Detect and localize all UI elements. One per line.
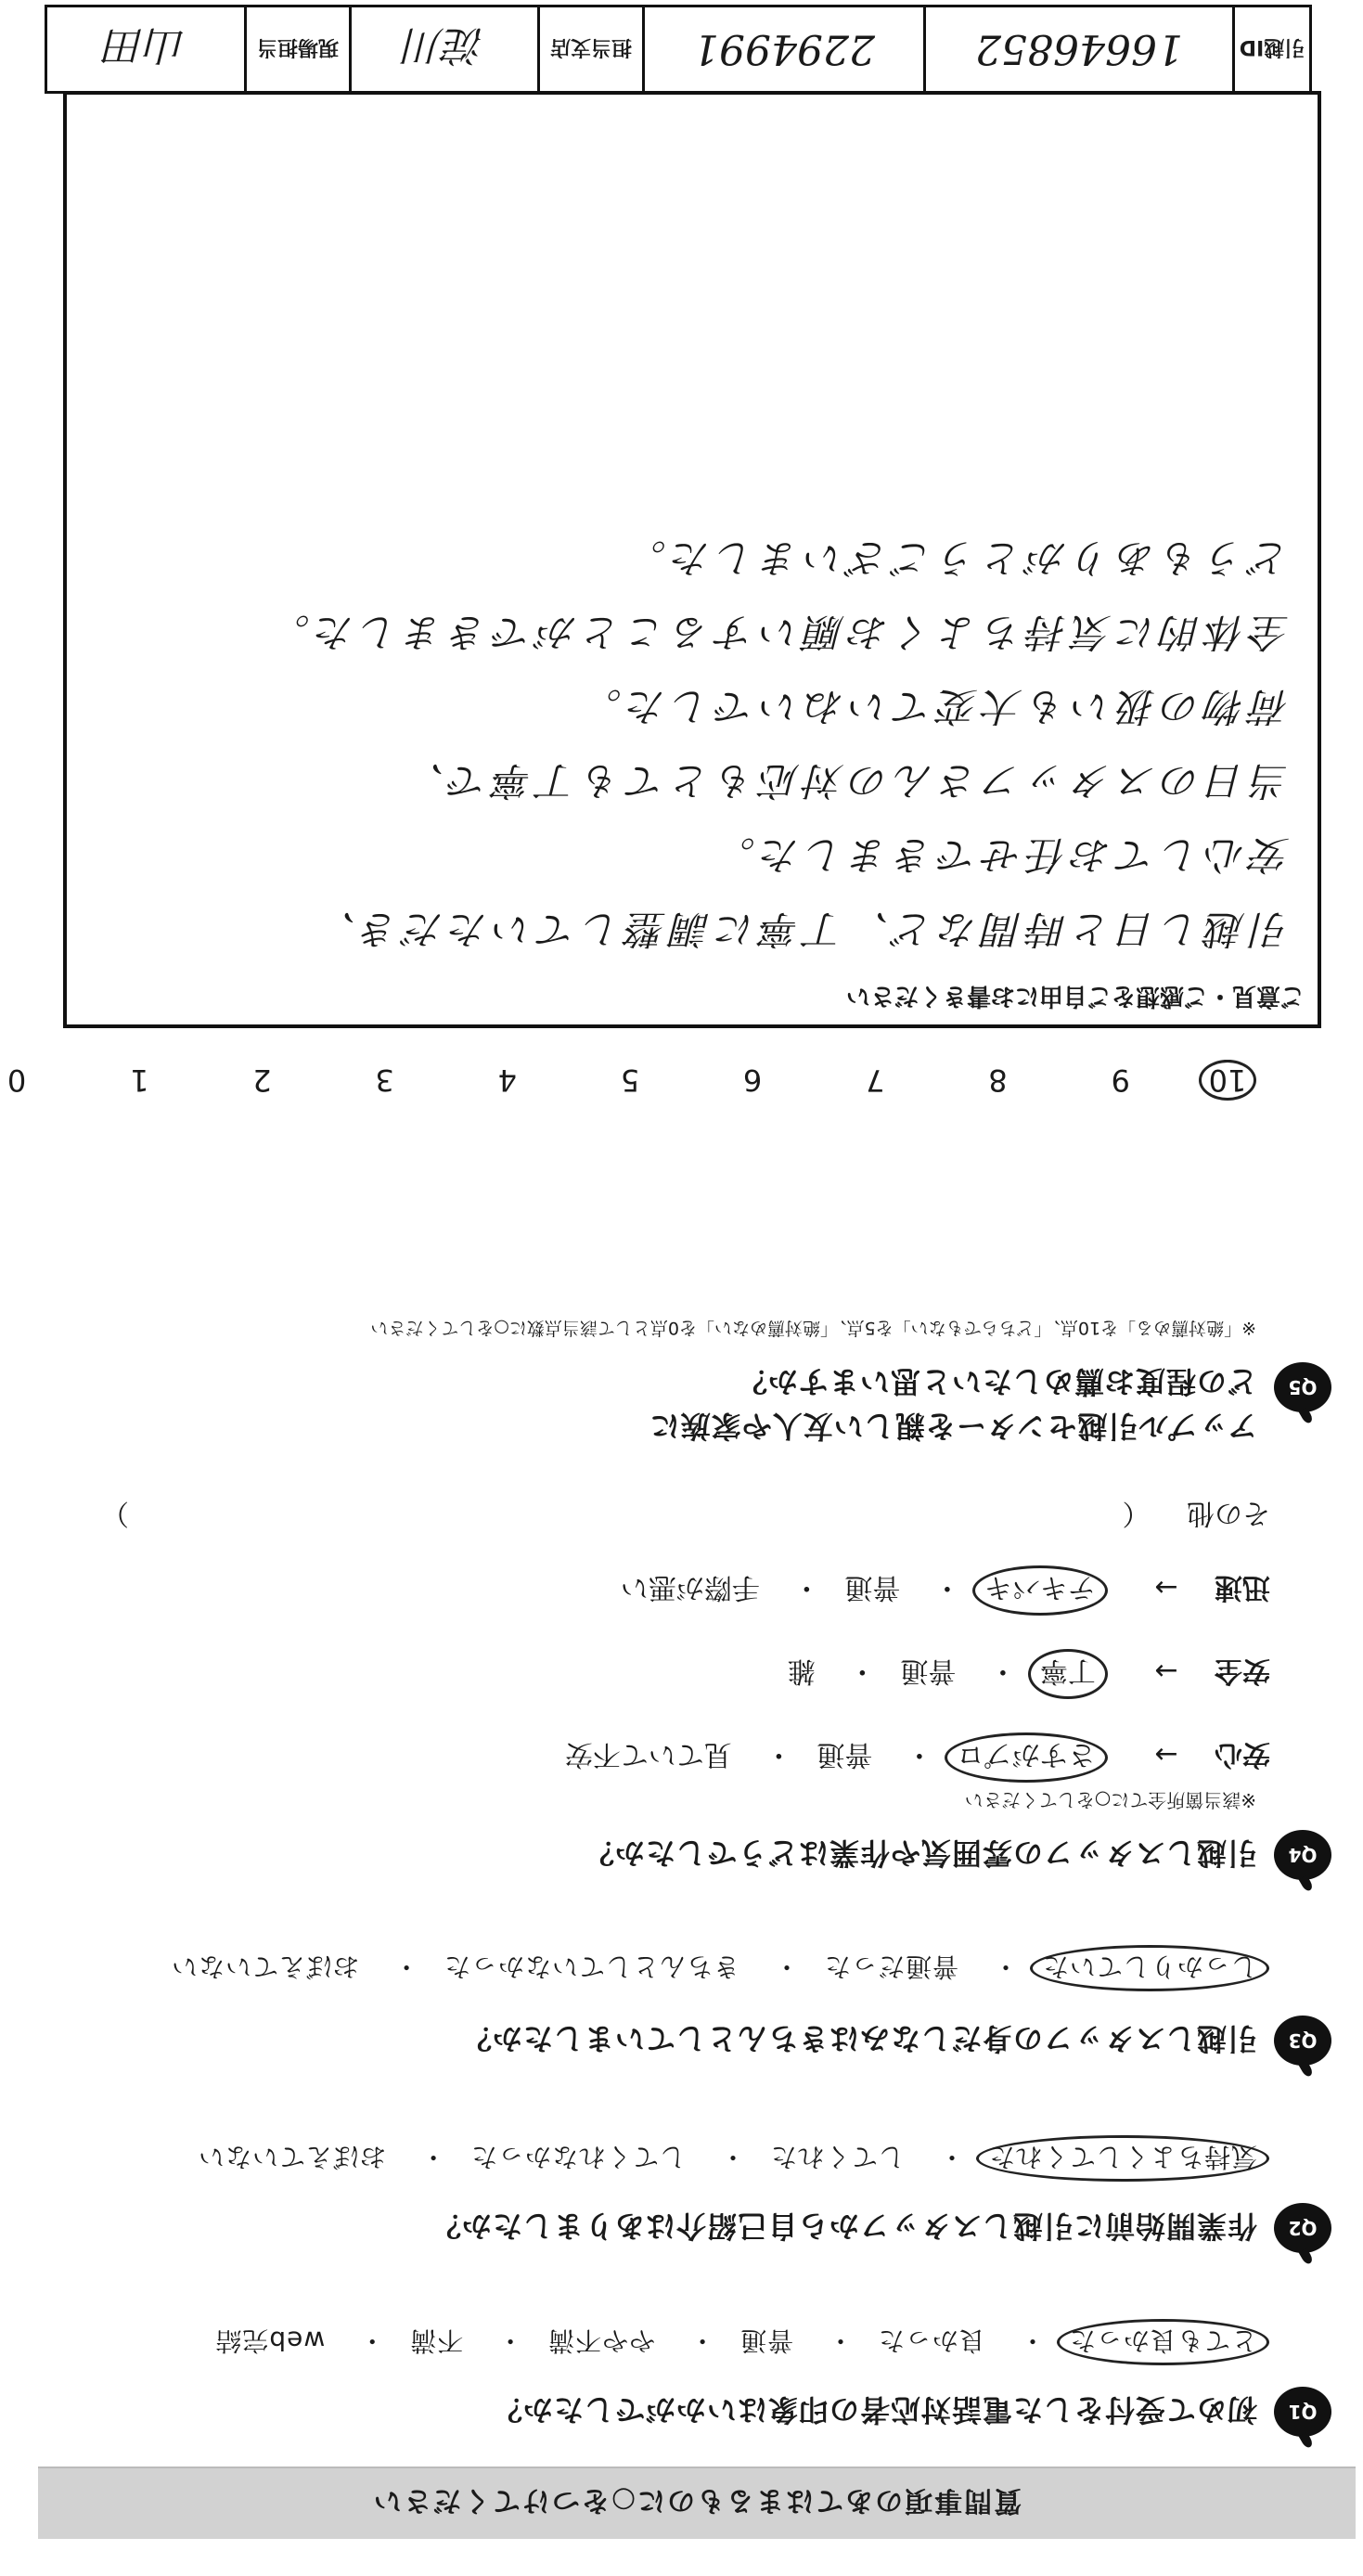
q5-score-6[interactable]: 6 <box>742 1063 763 1098</box>
q1-option-0[interactable]: とても良かった <box>1057 2319 1269 2365</box>
q4-other-open: （ <box>1122 1497 1151 1529</box>
q1-option-2[interactable]: 普通 <box>739 2325 794 2356</box>
q5-note: ※「絶対薦める」を10点、「どちらでもない」を5点、「絶対薦めない」を0点として該当点数に○をしてください <box>370 1318 1256 1338</box>
q5-badge: Q5 <box>1274 1362 1331 1412</box>
q3-options: しっかりしていた・ 普通だった・ きちんとしていなかった・ おぼえていない <box>171 1950 1256 1987</box>
q1-option-4[interactable]: 不満 <box>409 2325 464 2356</box>
q1-badge: Q1 <box>1274 2387 1331 2437</box>
comment-line-2: 当日のスタッフさんの対応もとても丁寧で、 <box>399 758 1290 804</box>
q4-row-1-key: 安全 <box>1215 1655 1270 1687</box>
q4-other-close: ） <box>101 1497 129 1529</box>
q3-text: 引越しスタッフの身だしなみはきちんとしていましたか？ <box>460 2021 1257 2056</box>
q1-text: 初めて受付をした電話対応者の印象はいかがでしたか？ <box>491 2392 1257 2428</box>
branch-value: 淀川 <box>349 7 537 91</box>
q5-score-5[interactable]: 5 <box>620 1063 640 1098</box>
comment-line-4: 全体的に気持ちよくお願いすることができました。 <box>264 610 1290 655</box>
q5-score-0[interactable]: 0 <box>6 1063 27 1098</box>
q4-other-label: その他 <box>1187 1497 1270 1529</box>
q4-other <box>83 1496 1270 1537</box>
q5-score-4[interactable]: 4 <box>497 1063 517 1098</box>
q5-score-2[interactable]: 2 <box>252 1063 272 1098</box>
q2-option-0[interactable]: 気持ちよくしてくれた <box>976 2135 1269 2182</box>
q5-scale <box>0 1060 1256 1101</box>
comment-line-0: 引越し日と時間など、丁寧に調整していただき、 <box>311 907 1290 952</box>
q4-row-anshin: 安心 → さすがプロ・ 普通・ 見ていて不安 <box>565 1737 1270 1778</box>
comment-line-1: 安心してお任せできました。 <box>710 832 1290 878</box>
q4-text: 引越しスタッフの雰囲気や作業はどうでしたか？ <box>583 1835 1257 1871</box>
q3-option-1[interactable]: 普通だった <box>824 1951 959 1982</box>
q3-option-3[interactable]: おぼえていない <box>171 1951 360 1982</box>
q3-option-2[interactable]: きちんとしていなかった <box>444 1951 740 1982</box>
q1-option-1[interactable]: 良かった <box>878 2325 986 2356</box>
q4-badge: Q4 <box>1274 1830 1331 1880</box>
q5-text-line2: どの程度お薦めしたいと思いますか？ <box>736 1364 1257 1399</box>
staff-id-value: 2294991 <box>642 7 923 91</box>
branch-label: 担当支店 <box>537 7 642 91</box>
q2-option-1[interactable]: してくれた <box>770 2142 906 2172</box>
question-4 <box>584 1830 1331 1880</box>
q4-row-1-opt-1[interactable]: 普通 <box>900 1655 957 1687</box>
q4-row-2-opt-2[interactable]: 手際が悪い <box>620 1571 760 1604</box>
q4-row-1-opt-0[interactable]: 丁寧 <box>1028 1649 1108 1699</box>
q5-text <box>649 1359 1257 1449</box>
question-1 <box>492 2387 1331 2437</box>
id-value: 16646852 <box>923 7 1232 91</box>
q2-option-2[interactable]: してくれなかった <box>470 2142 687 2172</box>
q1-options: とても良かった・ 良かった・ 普通・ やや不満・ 不満・ web完結 <box>214 2324 1256 2361</box>
q4-row-anzen: 安全 → 丁寧・ 普通・ 雑 <box>788 1654 1270 1694</box>
q2-text: 作業開始前に引越しスタッフから自己紹介はありましたか？ <box>430 2209 1257 2244</box>
q4-note: ※該当箇所全てに○をしてください <box>964 1789 1256 1811</box>
q4-row-1-opt-2[interactable]: 雑 <box>787 1655 816 1687</box>
q3-badge: Q3 <box>1274 2016 1331 2066</box>
q1-option-3[interactable]: やや不満 <box>547 2325 656 2356</box>
q5-score-7[interactable]: 7 <box>866 1063 885 1098</box>
q5-score-9[interactable]: 9 <box>1111 1063 1130 1098</box>
comment-line-3: 荷物の扱いも大変ていねいでした。 <box>576 684 1290 729</box>
arrow-right-icon: → <box>1154 1571 1178 1604</box>
question-3 <box>461 2016 1331 2066</box>
q4-row-2-opt-0[interactable]: テキパキ <box>972 1565 1108 1616</box>
q5-score-3[interactable]: 3 <box>375 1063 394 1098</box>
info-table <box>45 5 1312 94</box>
header-band-text: 質問事項のあてはまるものに○をつけてください <box>371 2484 1022 2517</box>
q2-options: 気持ちよくしてくれた・ してくれた・ してくれなかった・ おぼえていない <box>198 2140 1256 2177</box>
leader-value: 山田 <box>105 21 186 69</box>
header-band <box>38 2467 1356 2539</box>
comment-box[interactable] <box>63 91 1321 1028</box>
q2-option-3[interactable]: おぼえていない <box>198 2142 387 2172</box>
q5-text-line1: アップル引越センターを親しい友人や家族に <box>649 1409 1257 1444</box>
q4-row-0-opt-0[interactable]: さすがプロ <box>945 1732 1108 1783</box>
leader-label: 現場担当 <box>244 7 349 91</box>
q1-option-5[interactable]: web完結 <box>214 2325 326 2356</box>
q4-row-jinsoku: 迅速 → テキパキ・ 普通・ 手際が悪い <box>621 1570 1270 1611</box>
id-label: 引越ID <box>1232 7 1309 91</box>
q4-row-0-key: 安心 <box>1215 1738 1270 1771</box>
comment-line-5: どうもありがとうございました。 <box>621 535 1290 581</box>
q5-score-8[interactable]: 8 <box>988 1063 1008 1098</box>
q4-row-2-key: 迅速 <box>1215 1571 1270 1604</box>
q4-row-0-opt-1[interactable]: 普通 <box>817 1738 873 1771</box>
q5-score-10[interactable]: 10 <box>1199 1060 1256 1101</box>
question-5 <box>649 1359 1331 1449</box>
arrow-right-icon: → <box>1154 1655 1178 1687</box>
q2-badge: Q2 <box>1274 2203 1331 2253</box>
q4-row-0-opt-2[interactable]: 見ていて不安 <box>564 1738 732 1771</box>
comment-title: ご意見・ご感想をご自由にお書きください <box>845 982 1305 1010</box>
q4-row-2-opt-1[interactable]: 普通 <box>844 1571 901 1604</box>
q5-score-1[interactable]: 1 <box>130 1063 149 1098</box>
question-2 <box>431 2203 1331 2253</box>
arrow-right-icon: → <box>1154 1738 1178 1771</box>
q3-option-0[interactable]: しっかりしていた <box>1030 1945 1269 1991</box>
